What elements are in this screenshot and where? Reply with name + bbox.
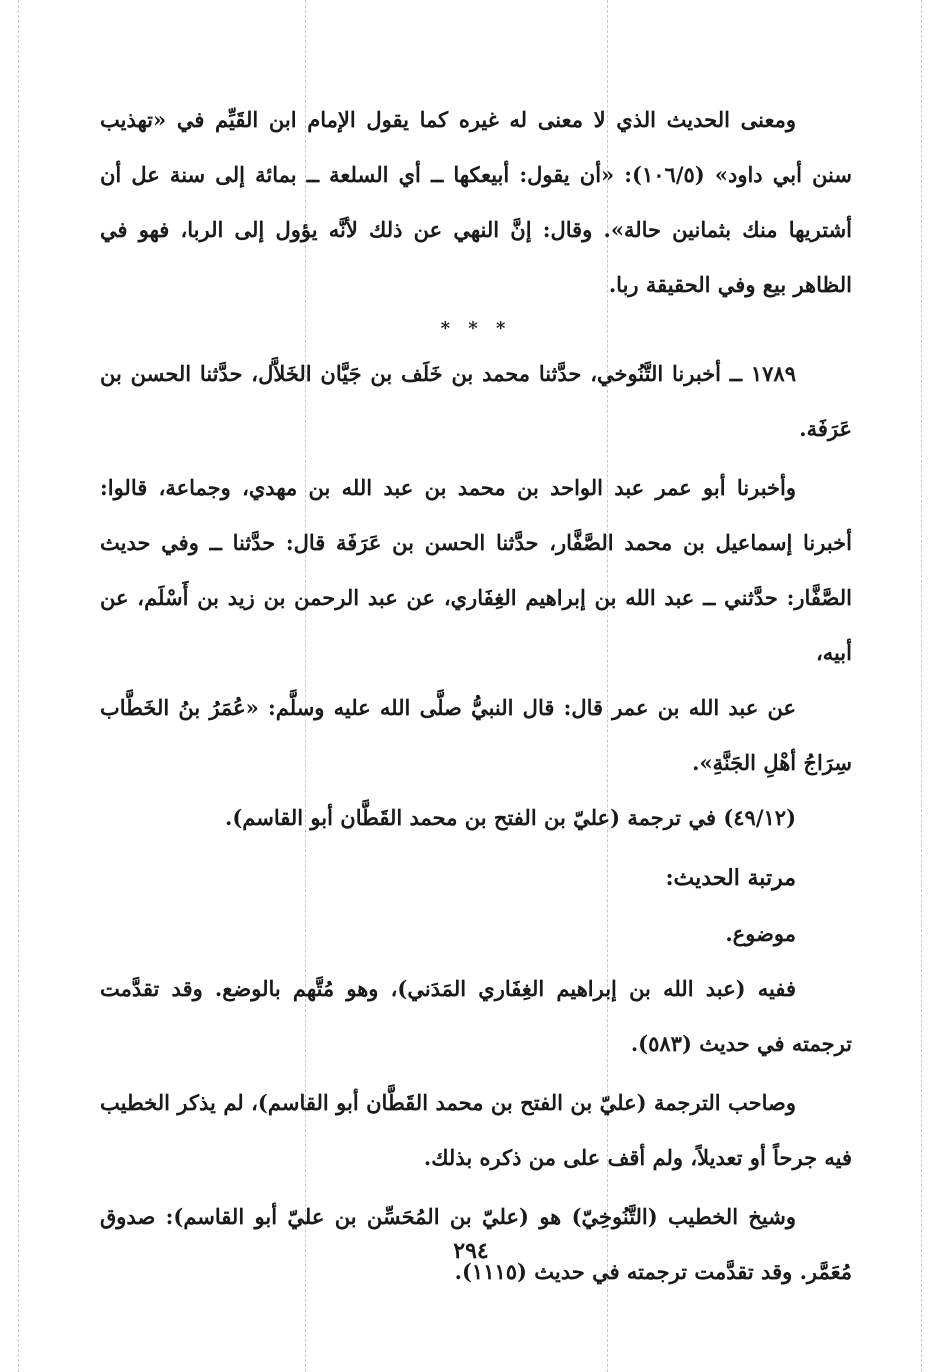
guide-line-right — [921, 0, 922, 1372]
section-separator: * * * — [440, 318, 512, 339]
paragraph-hadith-text: عن عبد الله بن عمر قال: قال النبيُّ صلَّى الله عليه وسلَّم: «عُمَرُ بنُ الخَطَّاب سِرَاجُ أهْلِ الجَنَّةِ». — [100, 695, 852, 775]
hadith-number-paragraph: ١٧٨٩ ــ أخبرنا التَّنُوخي، حدَّثنا محمد بن خَلَف بن جَيَّان الخَلاَّل، حدَّثنا الحسن بن عَرَفَة. — [100, 361, 852, 441]
paragraph-chain: وأخبرنا أبو عمر عبد الواحد بن محمد بن عبد الله بن مهدي، وجماعة، قالوا: أخبرنا إسماعيل بن محمد الصَّفَّار، حدَّثنا الحسن بن عَرَفَة قال: حدَّثنا ــ وفي حديث الصَّفَّار: حدَّثني ــ عبد الله بن إبراهيم الغِفَاري، عن عبد الرحمن بن زيد بن أَسْلَم، عن أبيه، — [100, 475, 852, 665]
paragraph-grade: موضوع. — [725, 921, 796, 946]
page-number: ٢٩٤ — [453, 1238, 489, 1264]
paragraph-explanation: ومعنى الحديث الذي لا معنى له غيره كما يقول الإمام ابن القَيِّم في «تهذيب سنن أبي داود» (١٠٦/٥): «أن يقول: أبيعكها ــ أي السلعة ــ بمائة إلى سنة عل أن أشتريها منك بثمانين حالة». وقال: إنَّ النهي عن ذلك لأنَّه يؤول إلى الربا، فهو في الظاهر بيع وفي الحقيقة ربا. — [100, 107, 852, 297]
section-heading: مرتبة الحديث: — [665, 865, 796, 891]
paragraph-narrator-1: ففيه (عبد الله بن إبراهيم الغِفَاري المَدَني)، وهو مُتَّهم بالوضع. وقد تقدَّمت ترجمته في حديث (٥٨٣). — [100, 976, 852, 1056]
paragraph-narrator-2: وصاحب الترجمة (عليّ بن الفتح بن محمد القَطَّان أبو القاسم)، لم يذكر الخطيب فيه جرحاً أو تعديلاً، ولم أقف على من ذكره بذلك. — [100, 1090, 852, 1170]
paragraph-narrator-3: وشيخ الخطيب (التَّنُوخِيّ) هو (عليّ بن المُحَسِّن بن عليّ أبو القاسم): صدوق مُعَمَّر. وقد تقدَّمت ترجمته في حديث (١١١٥). — [100, 1204, 852, 1284]
page-body — [100, 92, 852, 1299]
paragraph-reference: (٤٩/١٢) في ترجمة (عليّ بن الفتح بن محمد القَطَّان أبو القاسم). — [225, 805, 796, 830]
guide-line-left — [18, 0, 19, 1372]
